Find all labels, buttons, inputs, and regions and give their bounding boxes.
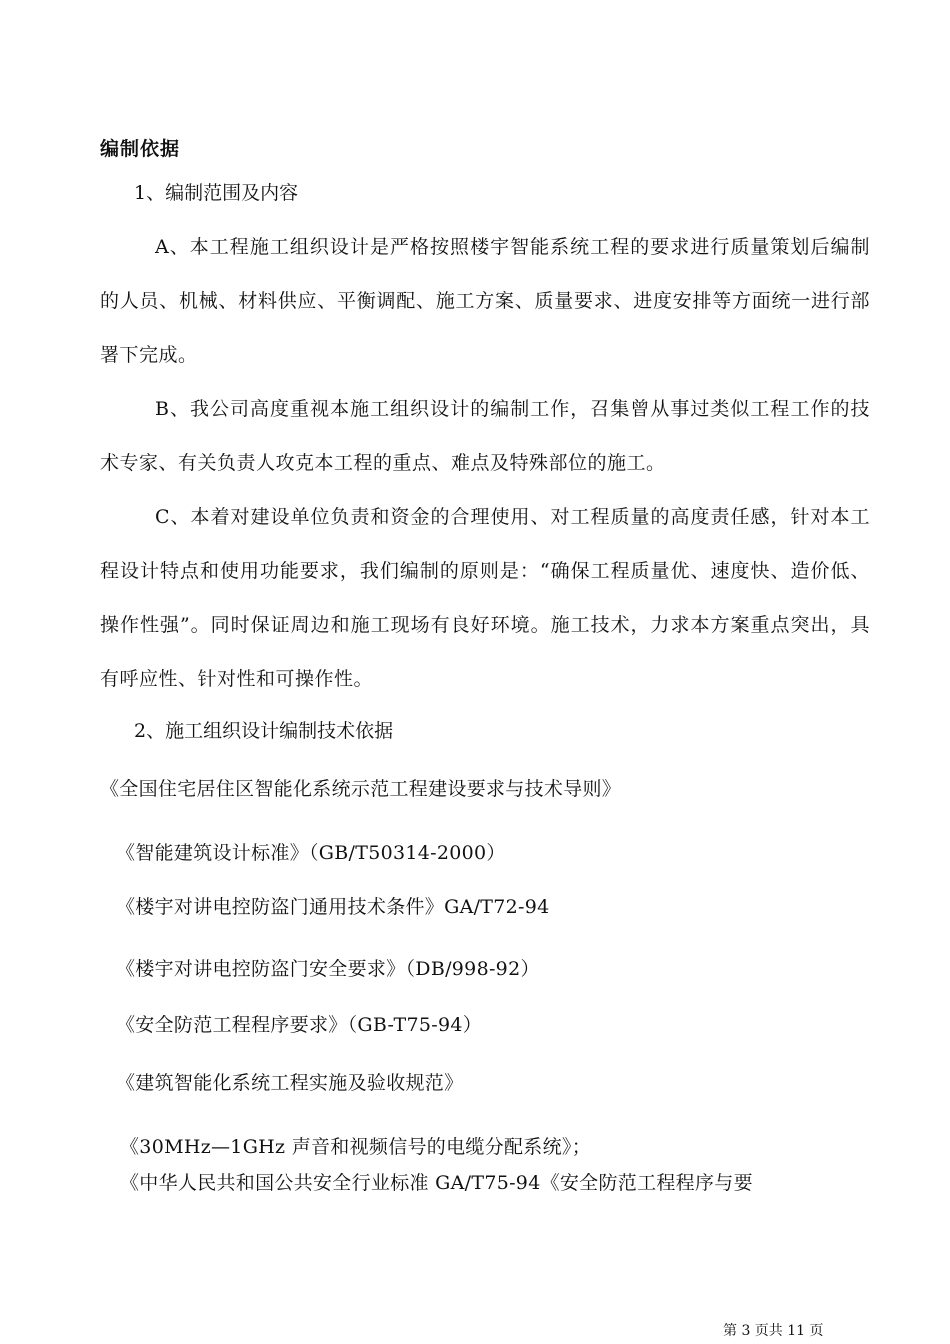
reference-item: 《安全防范工程程序要求》（GB-T75-94） <box>116 1014 483 1036</box>
reference-item: 《智能建筑设计标准》（GB/T50314-2000） <box>116 842 506 864</box>
reference-item: 《全国住宅居住区智能化系统示范工程建设要求与技术导则》 <box>100 778 622 800</box>
reference-item: 《建筑智能化系统工程实施及验收规范》 <box>116 1072 464 1094</box>
section-2-title: 2、施工组织设计编制技术依据 <box>134 720 394 742</box>
section-1-title: 1、编制范围及内容 <box>134 182 299 204</box>
page-number-footer: 第 3 页共 11 页 <box>723 1323 824 1339</box>
paragraph-a: A、本工程施工组织设计是严格按照楼宇智能系统工程的要求进行质量策划后编制的人员、机械、材料供应、平衡调配、施工方案、质量要求、进度安排等方面统一进行部署下完成。 <box>100 236 870 366</box>
document-heading: 编制依据 <box>100 138 181 160</box>
reference-item: 《楼宇对讲电控防盗门安全要求》（DB/998-92） <box>116 958 540 980</box>
paragraph-b: B、我公司高度重视本施工组织设计的编制工作，召集曾从事过类似工程工作的技术专家、有关负责人攻克本工程的重点、难点及特殊部位的施工。 <box>100 398 870 474</box>
reference-item: 《中华人民共和国公共安全行业标准 GA/T75-94《安全防范工程程序与要 <box>120 1172 753 1194</box>
paragraph-c: C、本着对建设单位负责和资金的合理使用、对工程质量的高度责任感，针对本工程设计特点和使用功能要求，我们编制的原则是：“确保工程质量优、速度快、造价低、操作性强”。同时保证周边和施工现场有良好环境。施工技术，力求本方案重点突出，具有呼应性、针对性和可操作性。 <box>100 506 870 690</box>
reference-item: 《30MHz—1GHz 声音和视频信号的电缆分配系统》； <box>120 1136 591 1158</box>
reference-item: 《楼宇对讲电控防盗门通用技术条件》GA/T72-94 <box>116 896 550 918</box>
